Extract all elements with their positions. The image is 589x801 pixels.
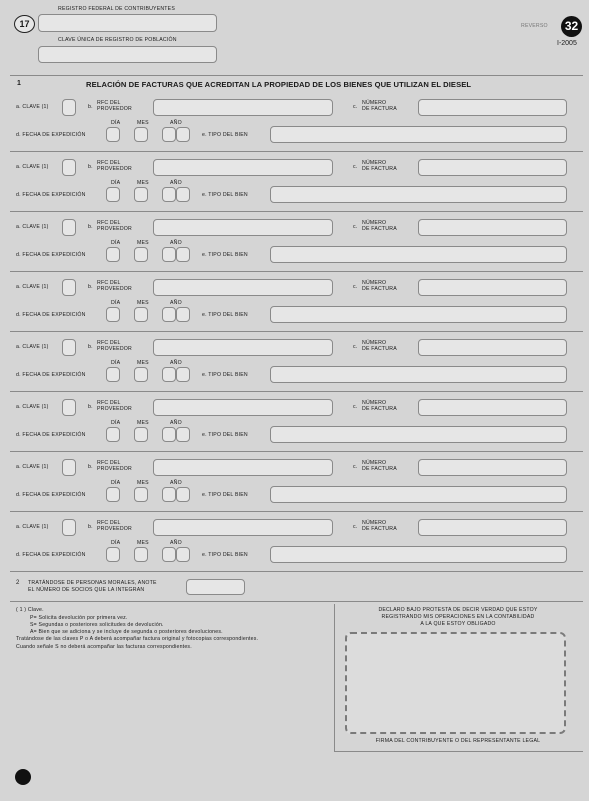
mes-label: MES	[137, 540, 149, 546]
rfc-proveedor-field[interactable]	[153, 399, 333, 416]
anio-label: AÑO	[170, 480, 182, 486]
numero-factura-field[interactable]	[418, 399, 567, 416]
dia-label: DÍA	[111, 420, 121, 426]
fecha-anio-field-2[interactable]	[176, 427, 190, 442]
invoice-row	[0, 219, 589, 279]
reverso-label: REVERSO	[521, 23, 548, 29]
c-marker: c.	[353, 284, 358, 290]
section2-divider	[10, 601, 583, 602]
rfc-proveedor-label-2: PROVEEDOR	[97, 466, 132, 472]
fecha-dia-field[interactable]	[106, 307, 120, 322]
anio-label: AÑO	[170, 540, 182, 546]
c-marker: c.	[353, 344, 358, 350]
invoice-row	[0, 399, 589, 459]
invoice-row	[0, 99, 589, 159]
b-marker: b.	[88, 104, 93, 110]
rfc-proveedor-label-1: RFC DEL	[97, 400, 121, 406]
numero-factura-field[interactable]	[418, 279, 567, 296]
c-marker: c.	[353, 404, 358, 410]
fecha-anio-field-1[interactable]	[162, 127, 176, 142]
b-marker: b.	[88, 464, 93, 470]
numero-socios-field[interactable]	[186, 579, 245, 595]
rfc-proveedor-label-1: RFC DEL	[97, 100, 121, 106]
fecha-anio-field-1[interactable]	[162, 307, 176, 322]
rfc-proveedor-label-2: PROVEEDOR	[97, 226, 132, 232]
tipo-bien-field[interactable]	[270, 546, 567, 563]
curp-field[interactable]	[38, 46, 217, 63]
fecha-anio-field-2[interactable]	[176, 367, 190, 382]
tipo-bien-field[interactable]	[270, 426, 567, 443]
fecha-anio-field-2[interactable]	[176, 307, 190, 322]
fecha-anio-field-1[interactable]	[162, 187, 176, 202]
tipo-label: e. TIPO DEL BIEN	[202, 132, 248, 138]
tipo-label: e. TIPO DEL BIEN	[202, 432, 248, 438]
rfc-proveedor-label-1: RFC DEL	[97, 160, 121, 166]
tipo-label: e. TIPO DEL BIEN	[202, 552, 248, 558]
invoice-row	[0, 339, 589, 399]
clave-field[interactable]	[62, 399, 76, 416]
signature-box[interactable]	[345, 632, 566, 734]
fecha-mes-field[interactable]	[134, 247, 148, 262]
dia-label: DÍA	[111, 180, 121, 186]
tipo-bien-field[interactable]	[270, 486, 567, 503]
tipo-label: e. TIPO DEL BIEN	[202, 372, 248, 378]
note-clave: ( 1 ) Clave.	[16, 607, 44, 613]
rfc-proveedor-label-1: RFC DEL	[97, 280, 121, 286]
rfc-proveedor-label-1: RFC DEL	[97, 520, 121, 526]
numero-factura-label-1: NÚMERO	[362, 460, 387, 466]
c-marker: c.	[353, 224, 358, 230]
note-p: P= Solicita devolución por primera vez.	[30, 615, 128, 621]
tipo-label: e. TIPO DEL BIEN	[202, 252, 248, 258]
row-divider	[10, 511, 583, 512]
rfc-proveedor-label-1: RFC DEL	[97, 460, 121, 466]
rfc-proveedor-label-1: RFC DEL	[97, 220, 121, 226]
rfc-label: REGISTRO FEDERAL DE CONTRIBUYENTES	[58, 6, 176, 12]
clave-field[interactable]	[62, 219, 76, 236]
fecha-dia-field[interactable]	[106, 187, 120, 202]
b-marker: b.	[88, 284, 93, 290]
fecha-anio-field-1[interactable]	[162, 247, 176, 262]
header-divider	[10, 75, 583, 76]
fecha-dia-field[interactable]	[106, 487, 120, 502]
dia-label: DÍA	[111, 480, 121, 486]
numero-factura-label-1: NÚMERO	[362, 160, 387, 166]
numero-factura-label-1: NÚMERO	[362, 100, 387, 106]
declaration-line3: A LA QUE ESTOY OBLIGADO	[420, 621, 496, 627]
dia-label: DÍA	[111, 240, 121, 246]
note-a: A= Bien que se adiciona y se incluye de segunda o posteriores devoluciones.	[30, 629, 223, 635]
form-number-badge	[561, 16, 582, 37]
numero-factura-label-1: NÚMERO	[362, 220, 387, 226]
rfc-proveedor-field[interactable]	[153, 99, 333, 116]
rfc-proveedor-label-1: RFC DEL	[97, 340, 121, 346]
b-marker: b.	[88, 524, 93, 530]
note-s: S= Segundas o posteriores solicitudes de devolución.	[30, 622, 164, 628]
mes-label: MES	[137, 420, 149, 426]
numero-factura-label-1: NÚMERO	[362, 280, 387, 286]
declaration-bottom-line	[334, 751, 583, 752]
fecha-label: d. FECHA DE EXPEDICIÓN	[16, 192, 86, 198]
fecha-anio-field-2[interactable]	[176, 187, 190, 202]
form-version: I-2005	[557, 40, 577, 47]
fecha-label: d. FECHA DE EXPEDICIÓN	[16, 432, 86, 438]
numero-factura-label-1: NÚMERO	[362, 400, 387, 406]
numero-factura-field[interactable]	[418, 99, 567, 116]
clave-label: a. CLAVE (1)	[16, 104, 49, 110]
tipo-bien-field[interactable]	[270, 306, 567, 323]
b-marker: b.	[88, 344, 93, 350]
form-number-text: 32	[564, 19, 579, 33]
mes-label: MES	[137, 480, 149, 486]
row-divider	[10, 151, 583, 152]
rfc-proveedor-field[interactable]	[153, 159, 333, 176]
fecha-anio-field-1[interactable]	[162, 427, 176, 442]
fecha-mes-field[interactable]	[134, 187, 148, 202]
fecha-anio-field-2[interactable]	[176, 247, 190, 262]
anio-label: AÑO	[170, 420, 182, 426]
fecha-label: d. FECHA DE EXPEDICIÓN	[16, 252, 86, 258]
anio-label: AÑO	[170, 120, 182, 126]
rfc-proveedor-field[interactable]	[153, 459, 333, 476]
tipo-label: e. TIPO DEL BIEN	[202, 192, 248, 198]
fecha-mes-field[interactable]	[134, 427, 148, 442]
numero-factura-field[interactable]	[418, 159, 567, 176]
tipo-bien-field[interactable]	[270, 246, 567, 263]
rfc-proveedor-label-2: PROVEEDOR	[97, 346, 132, 352]
registration-mark-icon	[15, 769, 31, 785]
numero-factura-label-2: DE FACTURA	[362, 226, 397, 232]
clave-label: a. CLAVE (1)	[16, 224, 49, 230]
fecha-anio-field-1[interactable]	[162, 487, 176, 502]
declaration-line2: REGISTRANDO MIS OPERACIONES EN LA CONTABILIDAD	[381, 614, 535, 620]
mes-label: MES	[137, 240, 149, 246]
rfc-proveedor-label-2: PROVEEDOR	[97, 166, 132, 172]
clave-field[interactable]	[62, 519, 76, 536]
fecha-mes-field[interactable]	[134, 487, 148, 502]
fecha-mes-field[interactable]	[134, 307, 148, 322]
rfc-proveedor-label-2: PROVEEDOR	[97, 406, 132, 412]
rfc-proveedor-label-2: PROVEEDOR	[97, 106, 132, 112]
dia-label: DÍA	[111, 120, 121, 126]
page-badge-text: 17	[19, 19, 30, 29]
numero-factura-label-2: DE FACTURA	[362, 286, 397, 292]
row-divider	[10, 211, 583, 212]
invoice-row	[0, 159, 589, 219]
fecha-mes-field[interactable]	[134, 367, 148, 382]
dia-label: DÍA	[111, 540, 121, 546]
curp-label: CLAVE ÚNICA DE REGISTRO DE POBLACIÓN	[58, 37, 177, 43]
rfc-field[interactable]	[38, 14, 217, 32]
row-divider	[10, 391, 583, 392]
fecha-anio-field-2[interactable]	[176, 127, 190, 142]
fecha-anio-field-1[interactable]	[162, 367, 176, 382]
fecha-anio-field-2[interactable]	[176, 547, 190, 562]
fecha-label: d. FECHA DE EXPEDICIÓN	[16, 552, 86, 558]
clave-field[interactable]	[62, 279, 76, 296]
fecha-mes-field[interactable]	[134, 127, 148, 142]
note-pa: Tratándose de las claves P o A deberá acompañar factura original y fotocopias correspondientes.	[16, 636, 259, 642]
rfc-proveedor-field[interactable]	[153, 279, 333, 296]
numero-factura-label-2: DE FACTURA	[362, 526, 397, 532]
clave-label: a. CLAVE (1)	[16, 284, 49, 290]
invoice-row	[0, 279, 589, 339]
c-marker: c.	[353, 464, 358, 470]
c-marker: c.	[353, 164, 358, 170]
anio-label: AÑO	[170, 180, 182, 186]
fecha-label: d. FECHA DE EXPEDICIÓN	[16, 372, 86, 378]
tipo-bien-field[interactable]	[270, 186, 567, 203]
fecha-dia-field[interactable]	[106, 547, 120, 562]
fecha-dia-field[interactable]	[106, 247, 120, 262]
numero-factura-field[interactable]	[418, 219, 567, 236]
rfc-proveedor-field[interactable]	[153, 219, 333, 236]
b-marker: b.	[88, 164, 93, 170]
anio-label: AÑO	[170, 360, 182, 366]
declaration-separator	[334, 604, 335, 751]
mes-label: MES	[137, 360, 149, 366]
section2-number: 2	[16, 580, 20, 586]
declaration-line1: DECLARO BAJO PROTESTA DE DECIR VERDAD QUE ESTOY	[378, 607, 538, 613]
clave-label: a. CLAVE (1)	[16, 164, 49, 170]
fecha-anio-field-1[interactable]	[162, 547, 176, 562]
signature-label: FIRMA DEL CONTRIBUYENTE O DEL REPRESENTANTE LEGAL	[375, 738, 541, 744]
section1-title: RELACIÓN DE FACTURAS QUE ACREDITAN LA PROPIEDAD DE LOS BIENES QUE UTILIZAN EL DIESEL	[86, 80, 472, 89]
section1-number: 1	[17, 80, 21, 87]
numero-factura-label-2: DE FACTURA	[362, 166, 397, 172]
b-marker: b.	[88, 404, 93, 410]
numero-factura-label-2: DE FACTURA	[362, 346, 397, 352]
c-marker: c.	[353, 104, 358, 110]
section2-line2: EL NÚMERO DE SOCIOS QUE LA INTEGRAN	[28, 587, 145, 593]
dia-label: DÍA	[111, 360, 121, 366]
invoice-row	[0, 519, 589, 579]
invoice-row	[0, 459, 589, 519]
numero-factura-field[interactable]	[418, 519, 567, 536]
clave-field[interactable]	[62, 459, 76, 476]
b-marker: b.	[88, 224, 93, 230]
clave-field[interactable]	[62, 159, 76, 176]
numero-factura-label-1: NÚMERO	[362, 520, 387, 526]
row-divider	[10, 331, 583, 332]
clave-label: a. CLAVE (1)	[16, 524, 49, 530]
anio-label: AÑO	[170, 240, 182, 246]
numero-factura-label-2: DE FACTURA	[362, 406, 397, 412]
tipo-label: e. TIPO DEL BIEN	[202, 492, 248, 498]
section2-line1: TRATÁNDOSE DE PERSONAS MORALES, ANOTE	[28, 580, 157, 586]
page-badge	[14, 15, 35, 33]
numero-factura-field[interactable]	[418, 459, 567, 476]
mes-label: MES	[137, 180, 149, 186]
fecha-label: d. FECHA DE EXPEDICIÓN	[16, 132, 86, 138]
tipo-bien-field[interactable]	[270, 126, 567, 143]
clave-field[interactable]	[62, 339, 76, 356]
mes-label: MES	[137, 300, 149, 306]
dia-label: DÍA	[111, 300, 121, 306]
row-divider	[10, 271, 583, 272]
fecha-label: d. FECHA DE EXPEDICIÓN	[16, 492, 86, 498]
note-s-facturas: Cuando señale S no deberá acompañar las facturas correspondientes.	[16, 644, 192, 650]
clave-label: a. CLAVE (1)	[16, 344, 49, 350]
fecha-label: d. FECHA DE EXPEDICIÓN	[16, 312, 86, 318]
anio-label: AÑO	[170, 300, 182, 306]
numero-factura-field[interactable]	[418, 339, 567, 356]
clave-label: a. CLAVE (1)	[16, 464, 49, 470]
numero-factura-label-1: NÚMERO	[362, 340, 387, 346]
rfc-proveedor-label-2: PROVEEDOR	[97, 286, 132, 292]
c-marker: c.	[353, 524, 358, 530]
numero-factura-label-2: DE FACTURA	[362, 106, 397, 112]
fecha-dia-field[interactable]	[106, 367, 120, 382]
rfc-proveedor-field[interactable]	[153, 519, 333, 536]
fecha-mes-field[interactable]	[134, 547, 148, 562]
fecha-dia-field[interactable]	[106, 427, 120, 442]
row-divider	[10, 451, 583, 452]
mes-label: MES	[137, 120, 149, 126]
tipo-label: e. TIPO DEL BIEN	[202, 312, 248, 318]
rfc-proveedor-label-2: PROVEEDOR	[97, 526, 132, 532]
row-divider	[10, 571, 583, 572]
tipo-bien-field[interactable]	[270, 366, 567, 383]
fecha-dia-field[interactable]	[106, 127, 120, 142]
fecha-anio-field-2[interactable]	[176, 487, 190, 502]
clave-label: a. CLAVE (1)	[16, 404, 49, 410]
numero-factura-label-2: DE FACTURA	[362, 466, 397, 472]
rfc-proveedor-field[interactable]	[153, 339, 333, 356]
clave-field[interactable]	[62, 99, 76, 116]
